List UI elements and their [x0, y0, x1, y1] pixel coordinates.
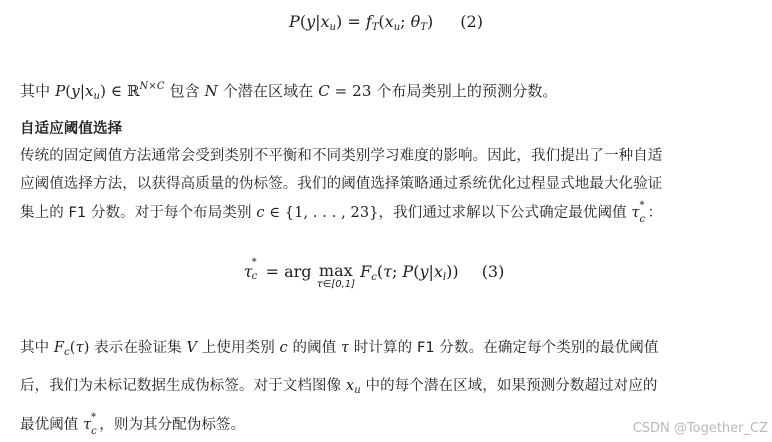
paragraph-line: 最优阈值 τ * c ，则为其分配伪标签。 — [20, 412, 246, 437]
paragraph-line: 其中 $F_c(\tau)$ 表示在验证集 V 上使用类别 c 的阈值 τ 时计算的 F1 分数。在确定每个类别的最优阈值 — [20, 340, 659, 358]
section-title: 自适应阈值选择 — [20, 121, 123, 137]
equation-2: $P(y|x_u) = f_T(x_u$; $\theta_T$) (2) — [289, 12, 483, 33]
watermark: CSDN @Together_CZ — [632, 421, 768, 436]
paragraph-line: 集上的 F1 分数。对于每个布局类别 c ∈ {1, . . . , 23}，我们通过求解以下公式确定最优阈值 τ * c ： — [20, 200, 663, 225]
equation-number: (3) — [481, 262, 505, 281]
paragraph-line: 传统的固定阈值方法通常会受到类别不平衡和不同类别学习难度的影响。因此，我们提出了一种自适 — [20, 148, 663, 164]
paragraph-scores: 其中 $P(y|x_u)$ ∈ ℝ$^{N\times C}$ 包含 N 个潜在区域在 C = 23 个布局类别上的预测分数。 — [20, 81, 558, 102]
paragraph-line: 后，我们为未标记数据生成伪标签。对于文档图像 $x_u$ 中的每个潜在区域，如果预测分数超过对应的 — [20, 378, 658, 396]
equation-3: τ * c = arg max τ∈[0,1] $F_c(\tau$; $P(y|x_l)$) (3) — [243, 257, 505, 290]
equation-number: (2) — [460, 12, 483, 31]
paragraph-line: 应阈值选择方法，以获得高质量的伪标签。我们的阈值选择策略通过系统优化过程显式地最大化验证 — [20, 176, 663, 192]
